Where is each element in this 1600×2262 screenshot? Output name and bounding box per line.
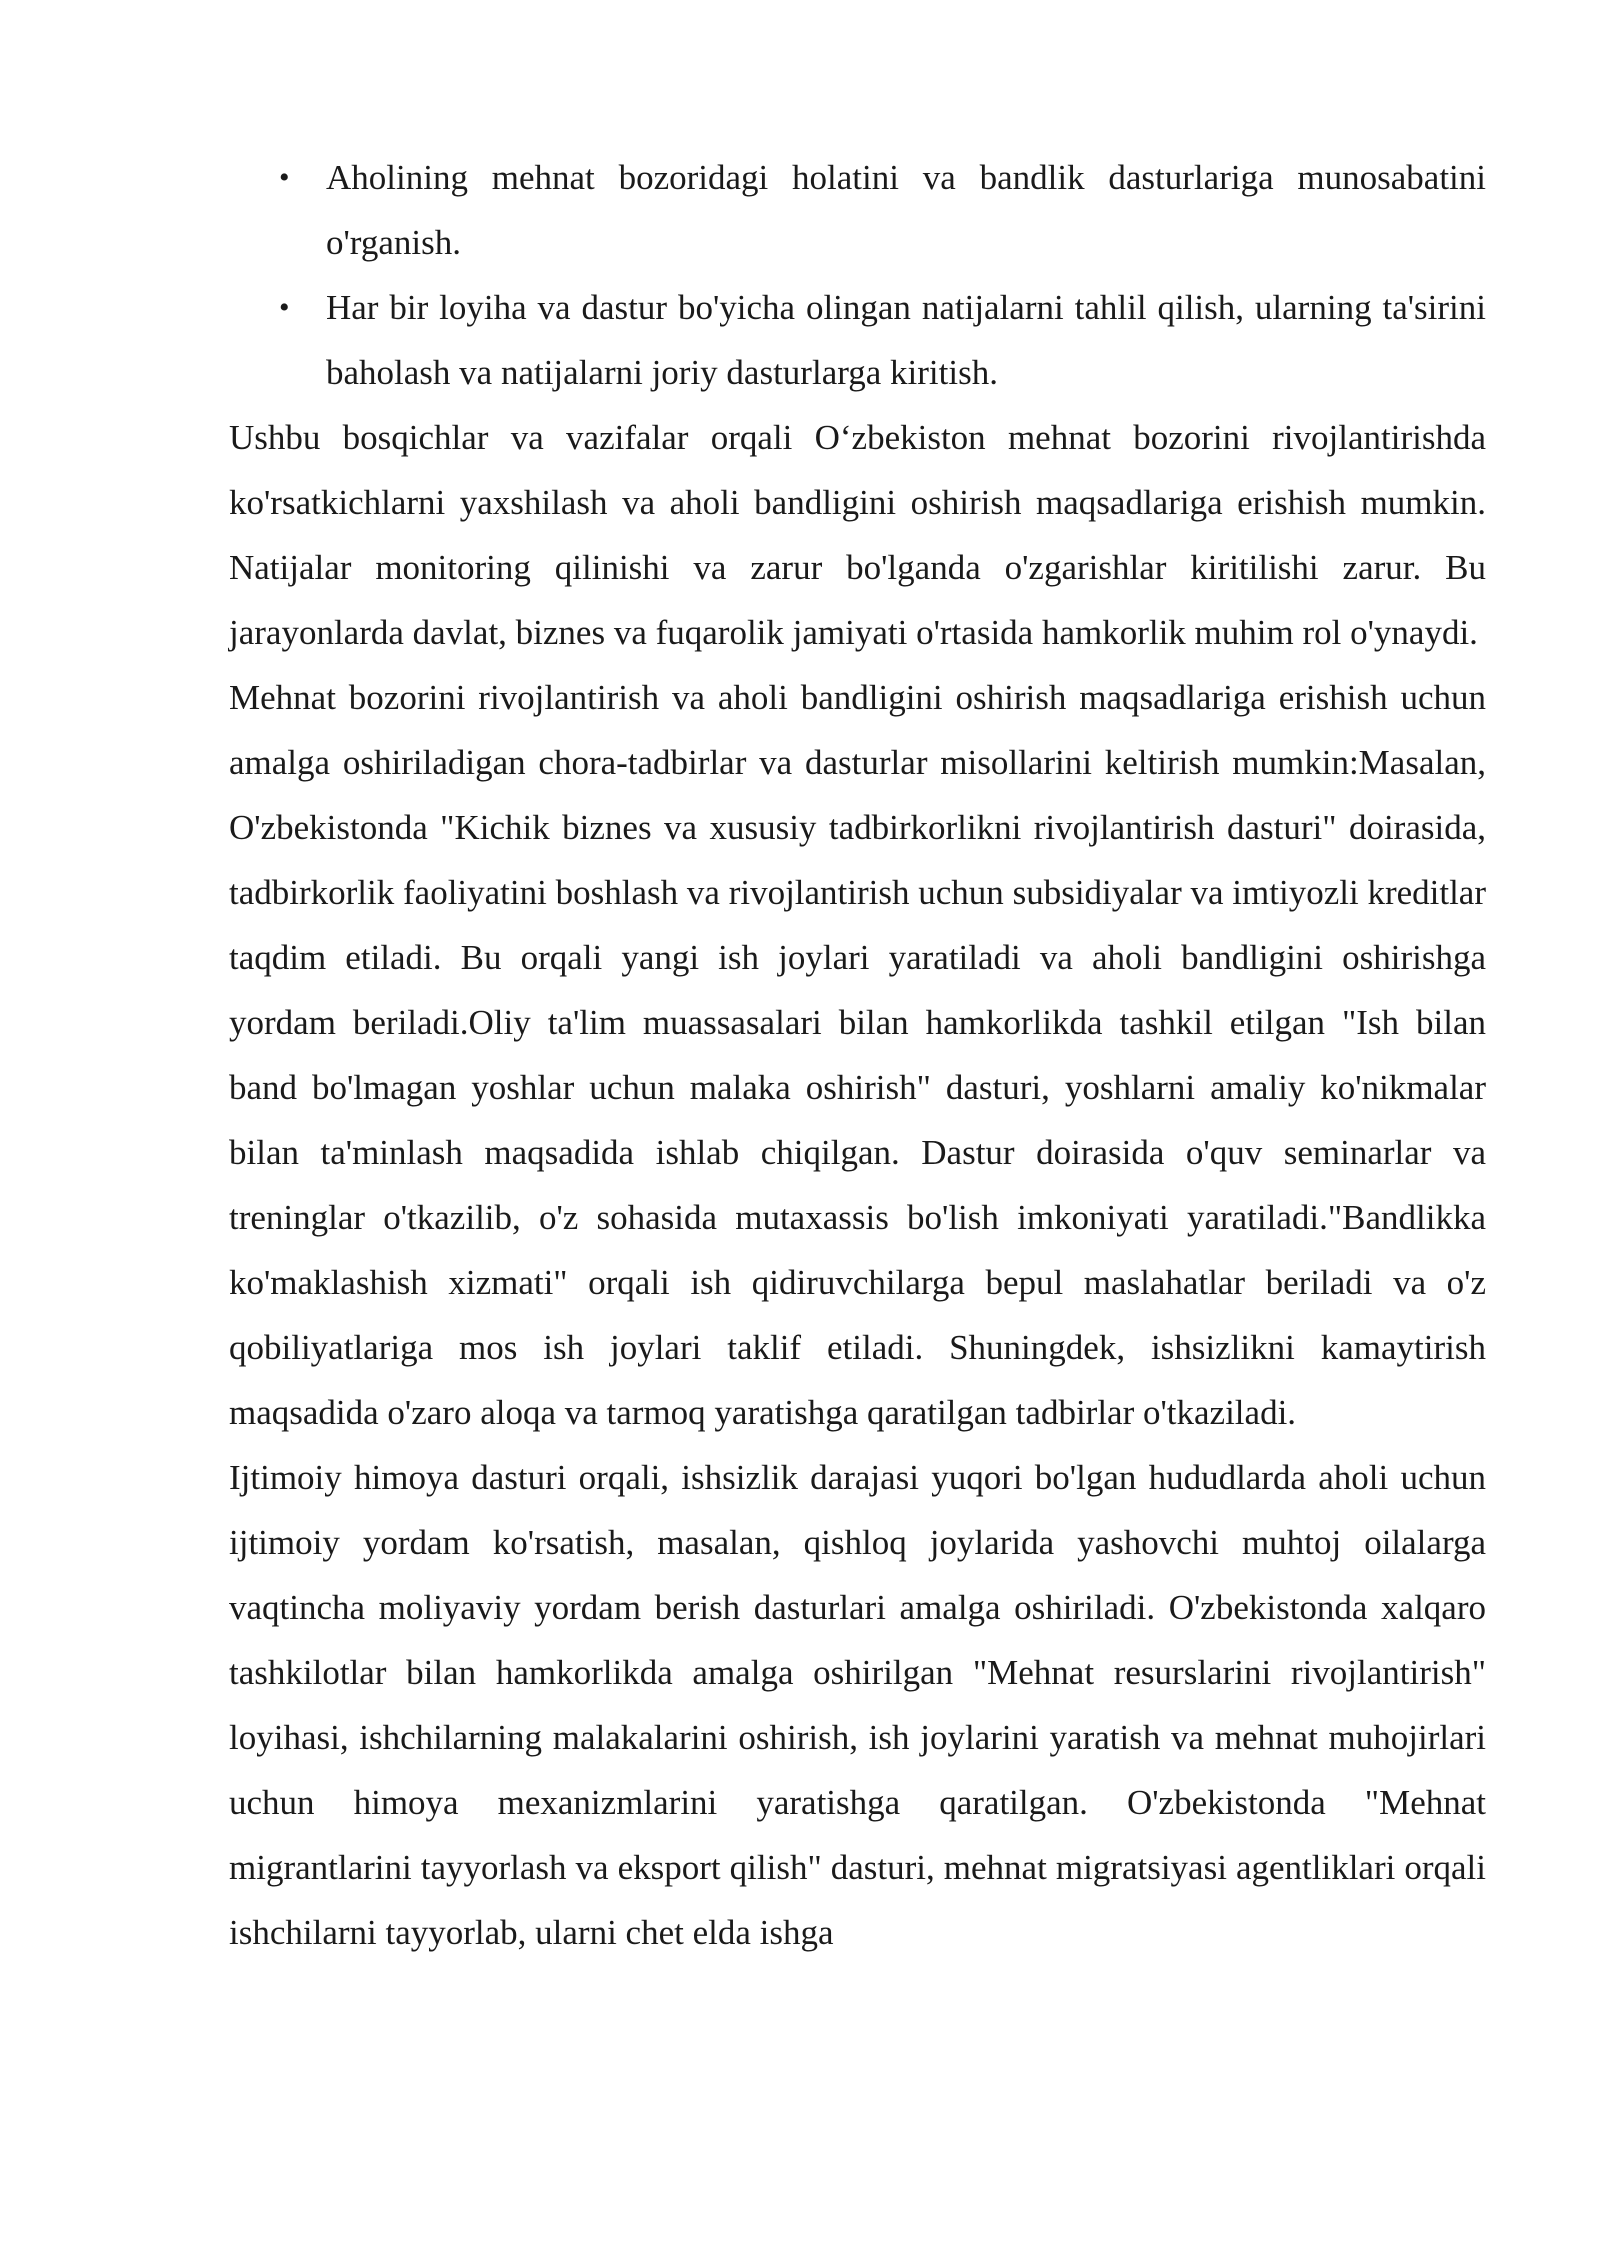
paragraph: Ushbu bosqichlar va vazifalar orqali O‘zbekiston mehnat bozorini rivojlantirishda ko'rsatkichlarni yaxshilash va aholi bandligini oshirish maqsadlariga erishish mumkin. Natijalar monitoring qilinishi va zarur bo'lganda o'zgarishlar kiritilishi zarur. Bu jarayonlarda davlat, biznes va fuqarolik jamiyati o'rtasida hamkorlik muhim rol o'ynaydi. xyxy=(229,418,1486,652)
bullet-item xyxy=(229,145,1486,275)
document-page xyxy=(229,145,1486,1965)
bullet-list xyxy=(229,145,1486,405)
bullet-text: Har bir loyiha va dastur bo'yicha olingan natijalarni tahlil qilish, ularning ta'sirini baholash va natijalarni joriy dasturlarga kiritish. xyxy=(326,288,1486,392)
paragraph: Mehnat bozorini rivojlantirish va aholi bandligini oshirish maqsadlariga erishish uchun amalga oshiriladigan chora-tadbirlar va dasturlar misollarini keltirish mumkin:Masalan, O'zbekistonda "Kichik biznes va xususiy tadbirkorlikni rivojlantirish dasturi" doirasida, tadbirkorlik faoliyatini boshlash va rivojlantirish uchun subsidiyalar va imtiyozli kreditlar taqdim etiladi. Bu orqali yangi ish joylari yaratiladi va aholi bandligini oshirishga yordam beriladi.Oliy ta'lim muassasalari bilan hamkorlikda tashkil etilgan "Ish bilan band bo'lmagan yoshlar uchun malaka oshirish" dasturi, yoshlarni amaliy ko'nikmalar bilan ta'minlash maqsadida ishlab chiqilgan. Dastur doirasida o'quv seminarlar va treninglar o'tkazilib, o'z sohasida mutaxassis bo'lish imkoniyati yaratiladi."Bandlikka ko'maklashish xizmati" orqali ish qidiruvchilarga bepul maslahatlar beriladi va o'z qobiliyatlariga mos ish joylari taklif etiladi. Shuningdek, ishsizlikni kamaytirish maqsadida o'zaro aloqa va tarmoq yaratishga qaratilgan tadbirlar o'tkaziladi. xyxy=(229,678,1486,1432)
bullet-icon: • xyxy=(279,161,290,194)
bullet-icon: • xyxy=(279,291,290,324)
bullet-text: Aholining mehnat bozoridagi holatini va bandlik dasturlariga munosabatini o'rganish. xyxy=(326,158,1486,262)
paragraph: Ijtimoiy himoya dasturi orqali, ishsizlik darajasi yuqori bo'lgan hududlarda aholi uchun ijtimoiy yordam ko'rsatish, masalan, qishloq joylarida yashovchi muhtoj oilalarga vaqtincha moliyaviy yordam berish dasturlari amalga oshiriladi. O'zbekistonda xalqaro tashkilotlar bilan hamkorlikda amalga oshirilgan "Mehnat resurslarini rivojlantirish" loyihasi, ishchilarning malakalarini oshirish, ish joylarini yaratish va mehnat muhojirlari uchun himoya mexanizmlarini yaratishga qaratilgan. O'zbekistonda "Mehnat migrantlarini tayyorlash va eksport qilish" dasturi, mehnat migratsiyasi agentliklari orqali ishchilarni tayyorlab, ularni chet elda ishga xyxy=(229,1458,1486,1952)
bullet-item xyxy=(229,275,1486,405)
